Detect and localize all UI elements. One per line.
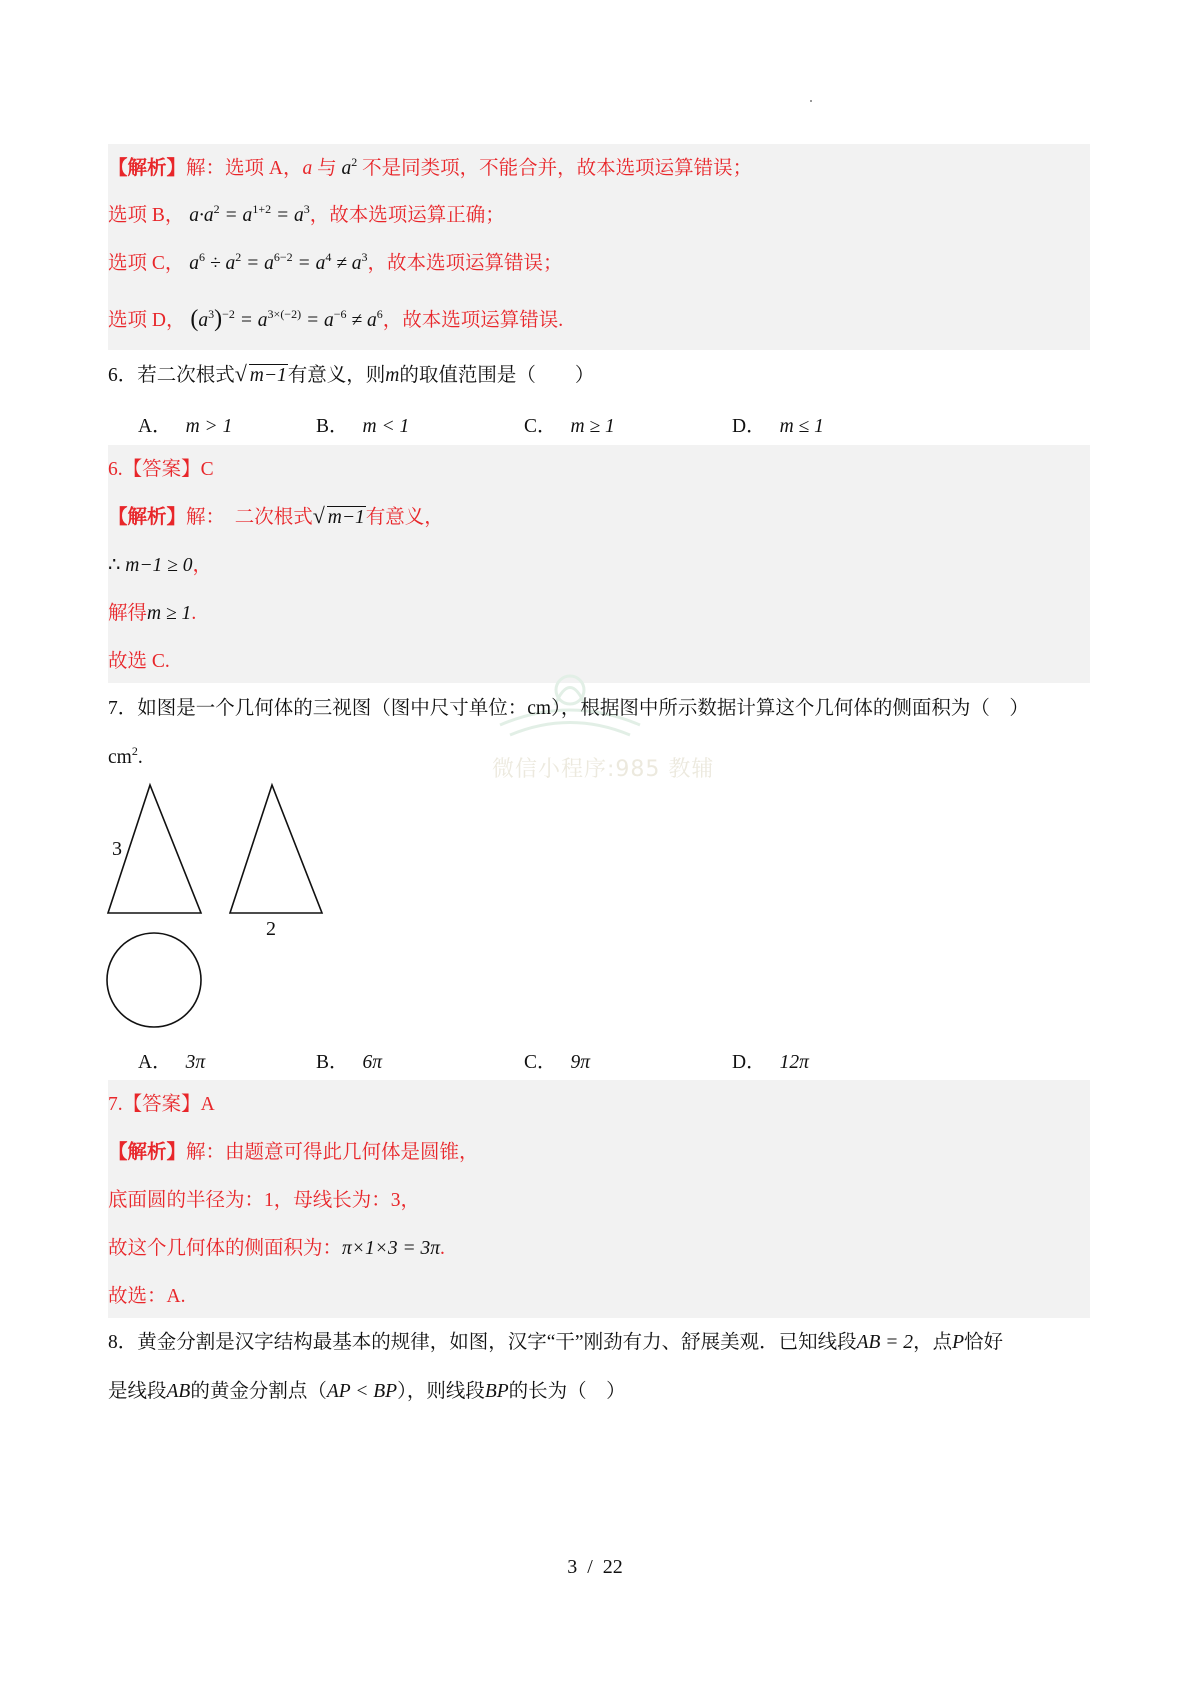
q7-stem: 7．如图是一个几何体的三视图（图中尺寸单位：cm），根据图中所示数据计算这个几何体的侧面积为（ ） <box>108 698 1029 719</box>
q7-answer <box>108 1092 215 1118</box>
front-view-label: 3 <box>112 838 122 860</box>
sqrt-expression: √ m−1 <box>235 363 288 389</box>
math-expression: $a^6 \div a^2 = a^{6-2} = a^4 \ne a^3$ <box>189 250 368 274</box>
side-view-triangle <box>230 785 322 913</box>
q7-analysis-line-4: 故选：A. <box>108 1286 186 1307</box>
q7-option-b[interactable]: B． 6π <box>316 1052 383 1073</box>
math-expression: $(a^3)^{-2} = a^{3\times(-2)} = a^{-6} \ne a^6$ <box>190 306 383 332</box>
top-view-circle <box>107 933 201 1027</box>
q6-answer <box>108 457 214 483</box>
q6-analysis-line-3: 解得m ≥ 1. <box>108 603 197 624</box>
q6-option-b[interactable]: B． m < 1 <box>316 416 410 437</box>
q5-analysis-line-4: 选项 D， $(a^3)^{-2} = a^{3\times(-2)} = a^{-6} \ne a^6$，故本选项运算错误. <box>108 306 564 332</box>
q7-option-a[interactable]: A． 3π <box>138 1052 206 1073</box>
q5-analysis-line-3: 选项 C， $a^6 \div a^2 = a^{6-2} = a^4 \ne a^3$，故本选项运算错误； <box>108 250 563 274</box>
q7-three-view-figure <box>100 780 340 1040</box>
q6-analysis-line-2: ∴ m−1 ≥ 0， <box>108 555 213 576</box>
page-number: 3 / 22 <box>567 1556 623 1578</box>
q7-option-c[interactable]: C． 9π <box>524 1052 591 1073</box>
math-expression: $a\cdot a^2 = a^{1+2} = a^3$ <box>189 202 310 226</box>
answer-label: 6.【答案】 <box>108 459 201 480</box>
watermark-text: 微信小程序:985 教辅 <box>492 757 715 782</box>
q6-analysis-line-4: 故选 C. <box>108 651 170 672</box>
q7-analysis-line-2: 底面圆的半径为：1，母线长为：3， <box>108 1190 421 1211</box>
q7-analysis-line-3: 故这个几何体的侧面积为：π×1×3 = 3π. <box>108 1238 445 1259</box>
side-view-label: 2 <box>266 918 276 940</box>
q8-stem-line-2: 是线段AB的黄金分割点（AP < BP），则线段BP的长为（ ） <box>108 1381 626 1402</box>
q6-option-a[interactable]: A． m > 1 <box>138 416 233 437</box>
q7-option-d[interactable]: D． 12π <box>732 1052 809 1073</box>
q6-option-c[interactable]: C． m ≥ 1 <box>524 416 615 437</box>
q8-stem-line-1: 8．黄金分割是汉字结构最基本的规律，如图，汉字“干”刚劲有力、舒展美观．已知线段AB = 2，点P恰好 <box>108 1332 1004 1353</box>
analysis-label: 【解析】 <box>108 158 187 179</box>
q6-answer-box <box>108 445 1090 683</box>
q6-option-d[interactable]: D． m ≤ 1 <box>732 416 824 437</box>
q5-analysis-line-1: 【解析】解：选项 A，a 与 $a^2$ 不是同类项，不能合并，故本选项运算错误； <box>108 155 753 179</box>
stray-mark <box>810 100 812 102</box>
q6-stem: 6．若二次根式 √ m−1有意义，则m的取值范围是（ ） <box>108 363 594 389</box>
sqrt-expression: √ m−1 <box>313 505 366 531</box>
q7-unit: $cm^2$. <box>108 744 143 768</box>
answer-value: A <box>200 1094 215 1115</box>
q7-analysis-line-1: 【解析】解：由题意可得此几何体是圆锥， <box>108 1142 479 1163</box>
answer-value: C <box>200 459 214 480</box>
q6-analysis-line-1: 【解析】解： 二次根式 √ m−1有意义， <box>108 505 444 531</box>
q5-analysis-line-2: 选项 B， $a\cdot a^2 = a^{1+2} = a^3$，故本选项运算正确； <box>108 202 505 226</box>
answer-label: 7.【答案】 <box>108 1094 201 1115</box>
